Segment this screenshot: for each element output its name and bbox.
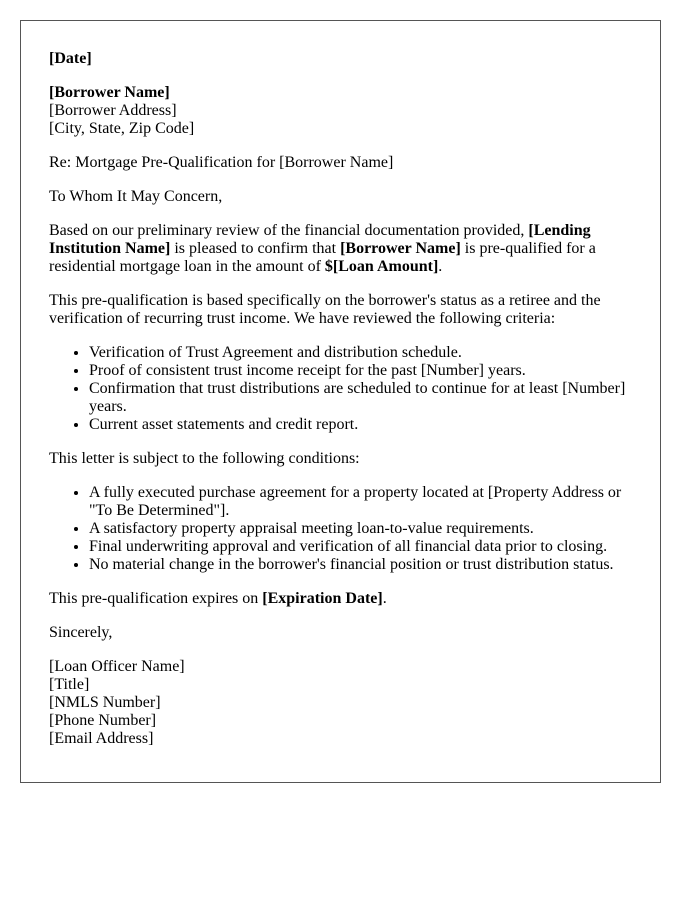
loan-amount: $[Loan Amount] — [324, 258, 439, 275]
expiration-date: [Expiration Date] — [262, 590, 383, 607]
borrower-address: [Borrower Address] — [49, 102, 177, 119]
expiration-paragraph — [49, 590, 632, 608]
letter-date: [Date] — [49, 50, 92, 67]
condition-item: • No material change in the borrower's financial position or trust distribution status. — [89, 556, 632, 574]
email-address: [Email Address] — [49, 730, 154, 747]
expiration-text-2: . — [382, 590, 387, 607]
expiration-text-1: This pre-qualification expires on — [49, 590, 263, 607]
condition-item: • Final underwriting approval and verification of all financial data prior to closing. — [89, 538, 632, 556]
borrower-city-state-zip: [City, State, Zip Code] — [49, 120, 195, 137]
intro-text-2: is pleased to confirm that — [170, 240, 341, 257]
intro-text-3: is pre-qualified for a residential mortgage loan in the amount of — [49, 240, 596, 275]
conditions-list — [49, 484, 632, 574]
condition-item: • A satisfactory property appraisal meeting loan-to-value requirements. — [89, 520, 632, 538]
intro-text-1: Based on our preliminary review of the financial documentation provided, — [49, 222, 529, 239]
borrower-name: [Borrower Name] — [49, 84, 170, 101]
criteria-item: • Confirmation that trust distributions are scheduled to continue for at least [Number] years. — [89, 380, 632, 416]
criteria-item: • Current asset statements and credit report. — [89, 416, 632, 434]
loan-officer-name: [Loan Officer Name] — [49, 658, 185, 675]
phone-number: [Phone Number] — [49, 712, 157, 729]
closing: Sincerely, — [49, 624, 113, 641]
lender-name: [Lending Institution Name] — [49, 222, 591, 257]
borrower-address-block — [49, 84, 632, 138]
conditions-intro: This letter is subject to the following conditions: — [49, 450, 360, 467]
intro-text-4: . — [438, 258, 443, 275]
basis-paragraph: This pre-qualification is based specifically on the borrower's status as a retiree and the verification of recurring trust income. We have reviewed the following criteria: — [49, 292, 601, 327]
intro-borrower-name: [Borrower Name] — [340, 240, 461, 257]
signature-title: [Title] — [49, 676, 90, 693]
salutation: To Whom It May Concern, — [49, 188, 223, 205]
criteria-list — [49, 344, 632, 434]
signature-block — [49, 658, 632, 748]
criteria-item: • Verification of Trust Agreement and distribution schedule. — [89, 344, 632, 362]
letter-document — [20, 20, 661, 783]
nmls-number: [NMLS Number] — [49, 694, 161, 711]
intro-paragraph — [49, 222, 632, 276]
criteria-item: • Proof of consistent trust income receipt for the past [Number] years. — [89, 362, 632, 380]
subject-line: Re: Mortgage Pre-Qualification for [Borrower Name] — [49, 154, 394, 171]
condition-item: • A fully executed purchase agreement for a property located at [Property Address or "To Be Determined"]. — [89, 484, 632, 520]
